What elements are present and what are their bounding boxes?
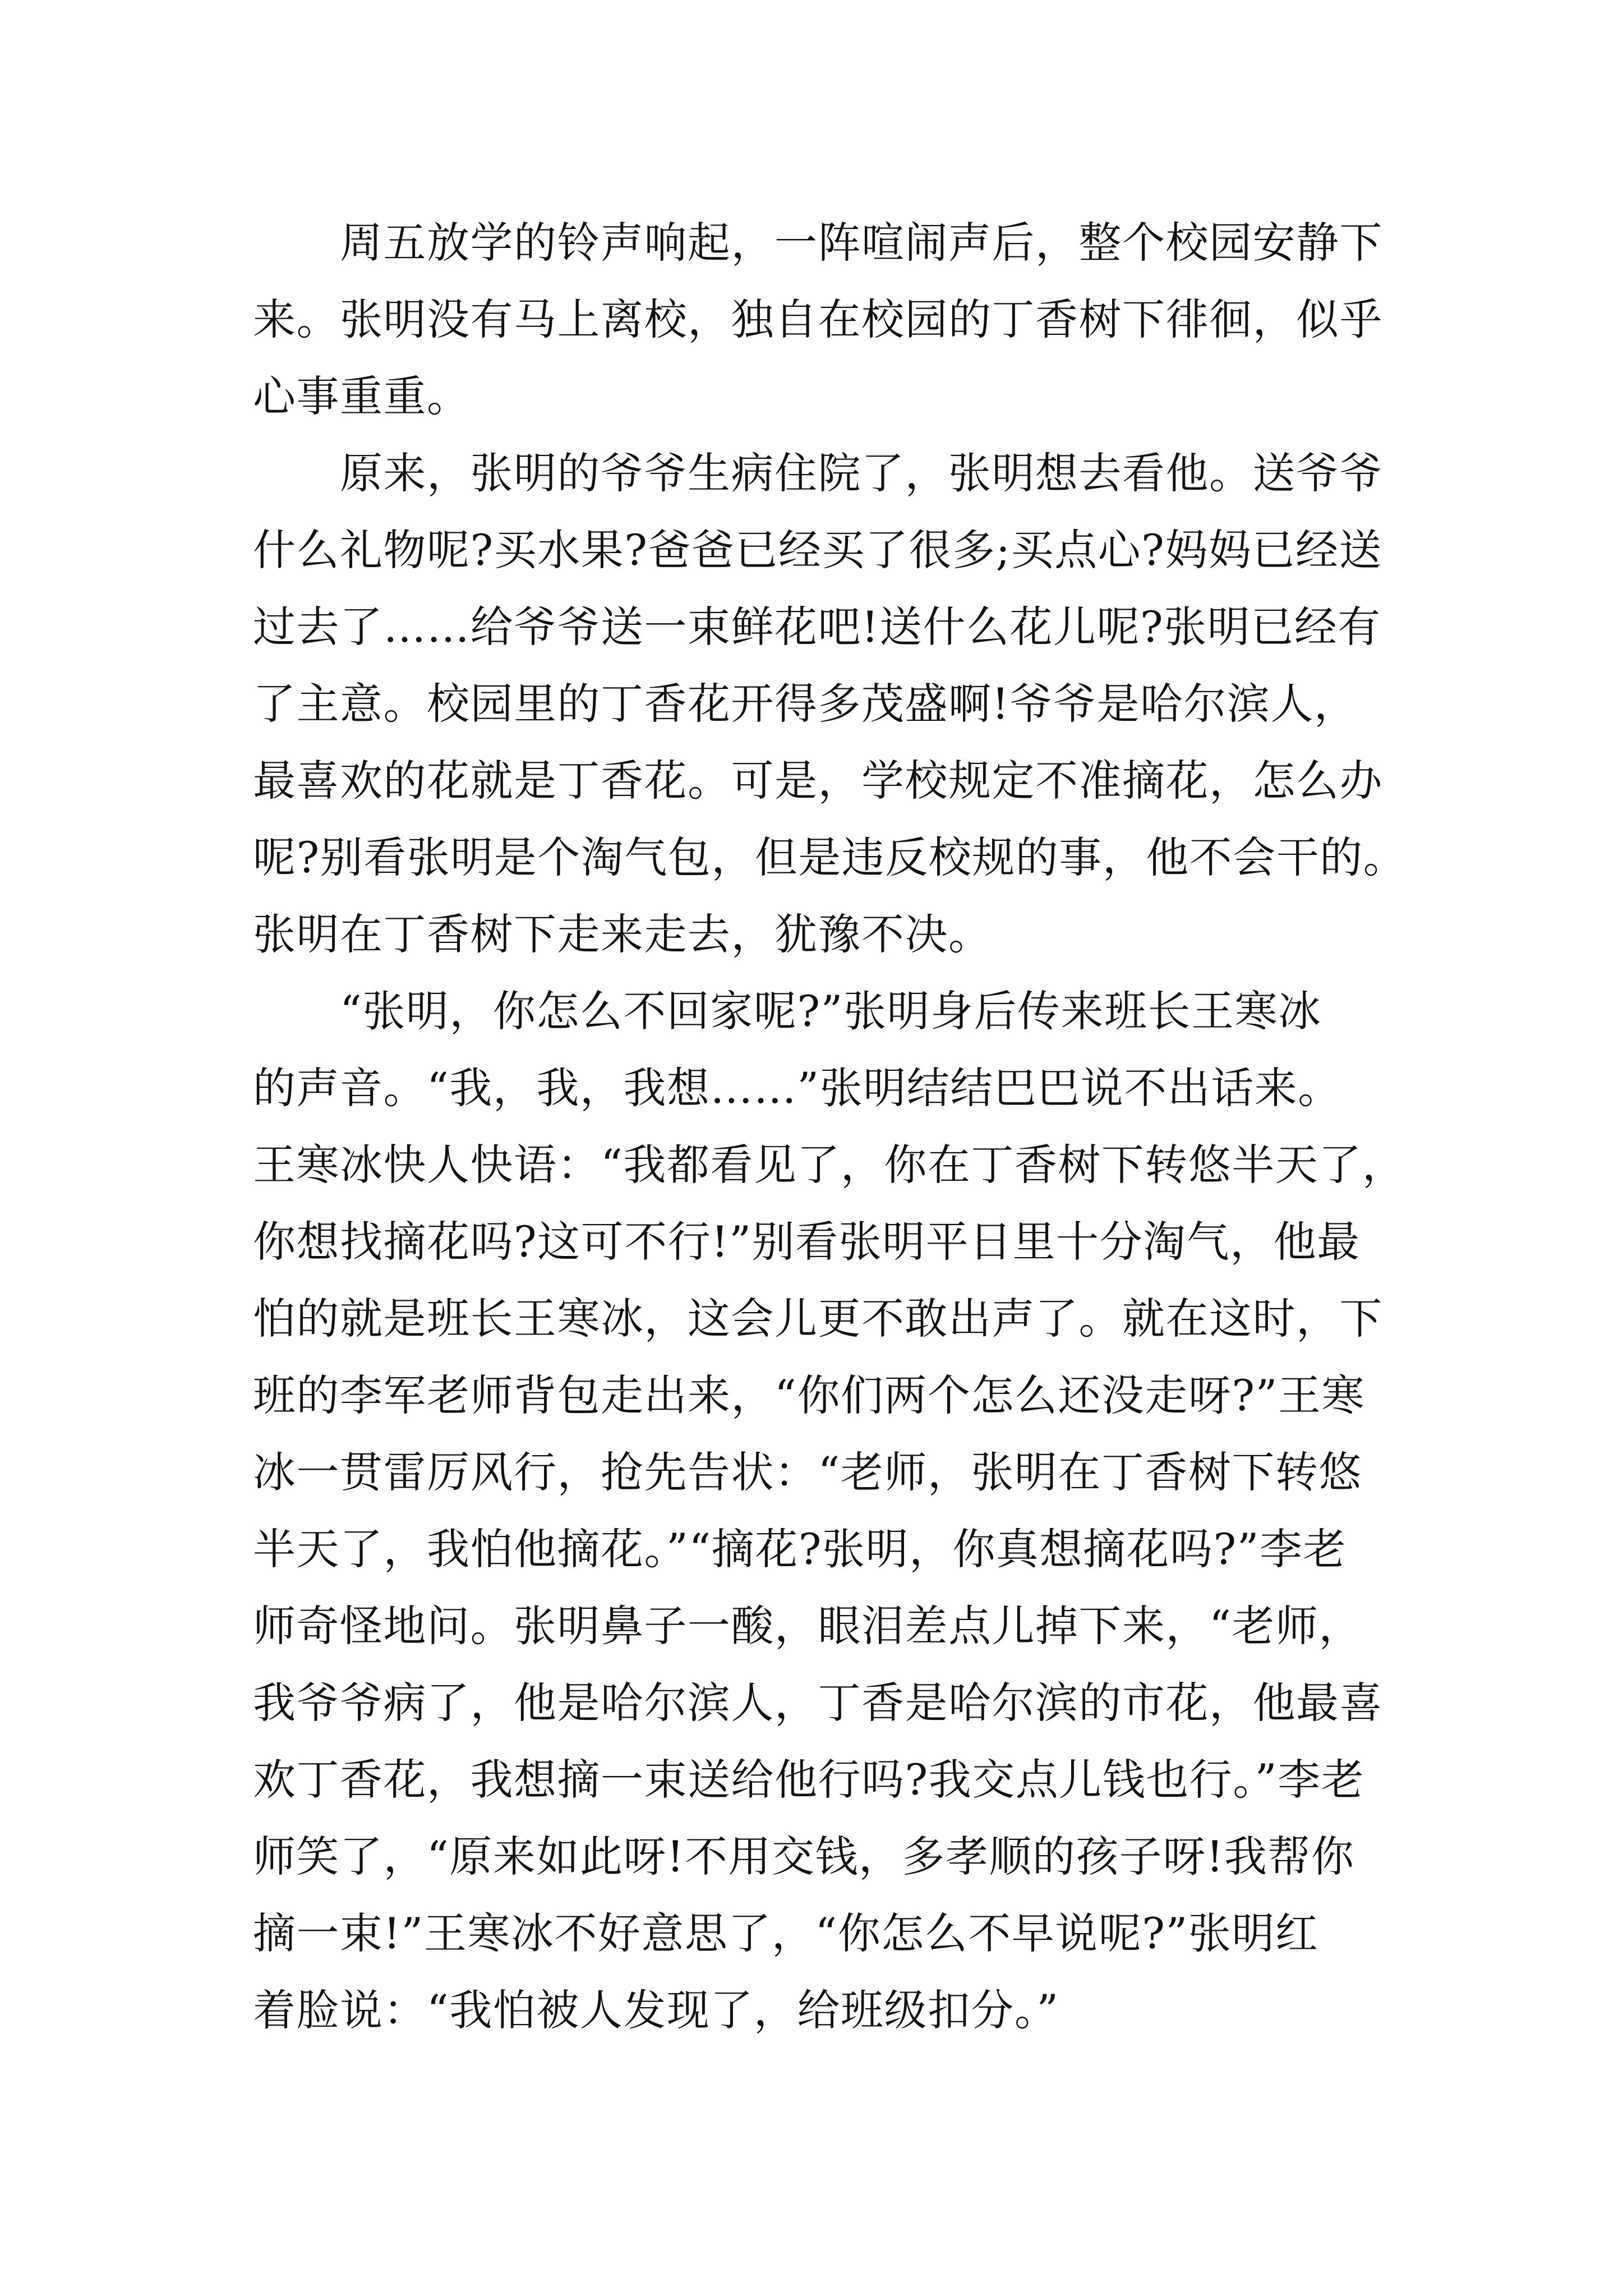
text-line: 最喜欢的花就是丁香花。可是，学校规定不准摘花，怎么办 — [253, 756, 1383, 806]
text-line: 心事重重。 — [253, 371, 471, 421]
text-line: 怕的就是班长王寒冰，这会儿更不敢出声了。就在这时，下 — [253, 1294, 1383, 1343]
text-line: 了主意。校园里的丁香花开得多茂盛啊!爷爷是哈尔滨人， — [253, 679, 1358, 729]
text-line: 周五放学的铃声响起，一阵喧闹声后，整个校园安静下 — [340, 218, 1383, 268]
body-text — [253, 204, 1431, 2049]
text-line: 过去了……给爷爷送一束鲜花吧!送什么花儿呢?张明已经有 — [253, 602, 1381, 652]
text-line: 什么礼物呢?买水果?爸爸已经买了很多;买点心?妈妈已经送 — [253, 525, 1382, 575]
text-line: 的声音。“我，我，我想……”张明结结巴巴说不出话来。 — [253, 1063, 1341, 1113]
text-line: 张明在丁香树下走来走去，犹豫不决。 — [253, 909, 992, 959]
text-line: 来。张明没有马上离校，独自在校园的丁香树下徘徊，似乎 — [253, 295, 1383, 344]
text-line: 半天了，我怕他摘花。”“摘花?张明，你真想摘花吗?”李老 — [253, 1524, 1347, 1574]
text-line: 我爷爷病了，他是哈尔滨人，丁香是哈尔滨的市花，他最喜 — [253, 1678, 1383, 1728]
paragraph-3 — [253, 973, 1431, 2049]
text-line: 班的李军老师背包走出来，“你们两个怎么还没走呀?”王寒 — [253, 1370, 1365, 1420]
text-line: 冰一贯雷厉风行，抢先告状：“老师，张明在丁香树下转悠 — [253, 1447, 1362, 1497]
text-line: 王寒冰快人快语：“我都看见了，你在丁香树下转悠半天了， — [253, 1140, 1406, 1190]
text-line: 欢丁香花，我想摘一束送给他行吗?我交点儿钱也行。”李老 — [253, 1755, 1365, 1805]
text-line: “张明，你怎么不回家呢?”张明身后传来班长王寒冰 — [340, 986, 1322, 1036]
text-line: 师奇怪地问。张明鼻子一酸，眼泪差点儿掉下来，“老师， — [253, 1601, 1362, 1651]
text-line: 原来，张明的爷爷生病住院了，张明想去看他。送爷爷 — [340, 448, 1383, 498]
text-line: 师笑了，“原来如此呀!不用交钱，多孝顺的孩子呀!我帮你 — [253, 1832, 1355, 1881]
text-line: 呢?别看张明是个淘气包，但是违反校规的事，他不会干的。 — [253, 832, 1407, 882]
paragraph-1 — [253, 204, 1431, 435]
text-line: 摘一束!”王寒冰不好意思了，“你怎么不早说呢?”张明红 — [253, 1908, 1319, 1958]
text-line: 着脸说：“我怕被人发现了，给班级扣分。” — [253, 1985, 1059, 2035]
text-line: 你想找摘花吗?这可不行!”别看张明平日里十分淘气，他最 — [253, 1217, 1361, 1267]
paragraph-2 — [253, 435, 1431, 973]
